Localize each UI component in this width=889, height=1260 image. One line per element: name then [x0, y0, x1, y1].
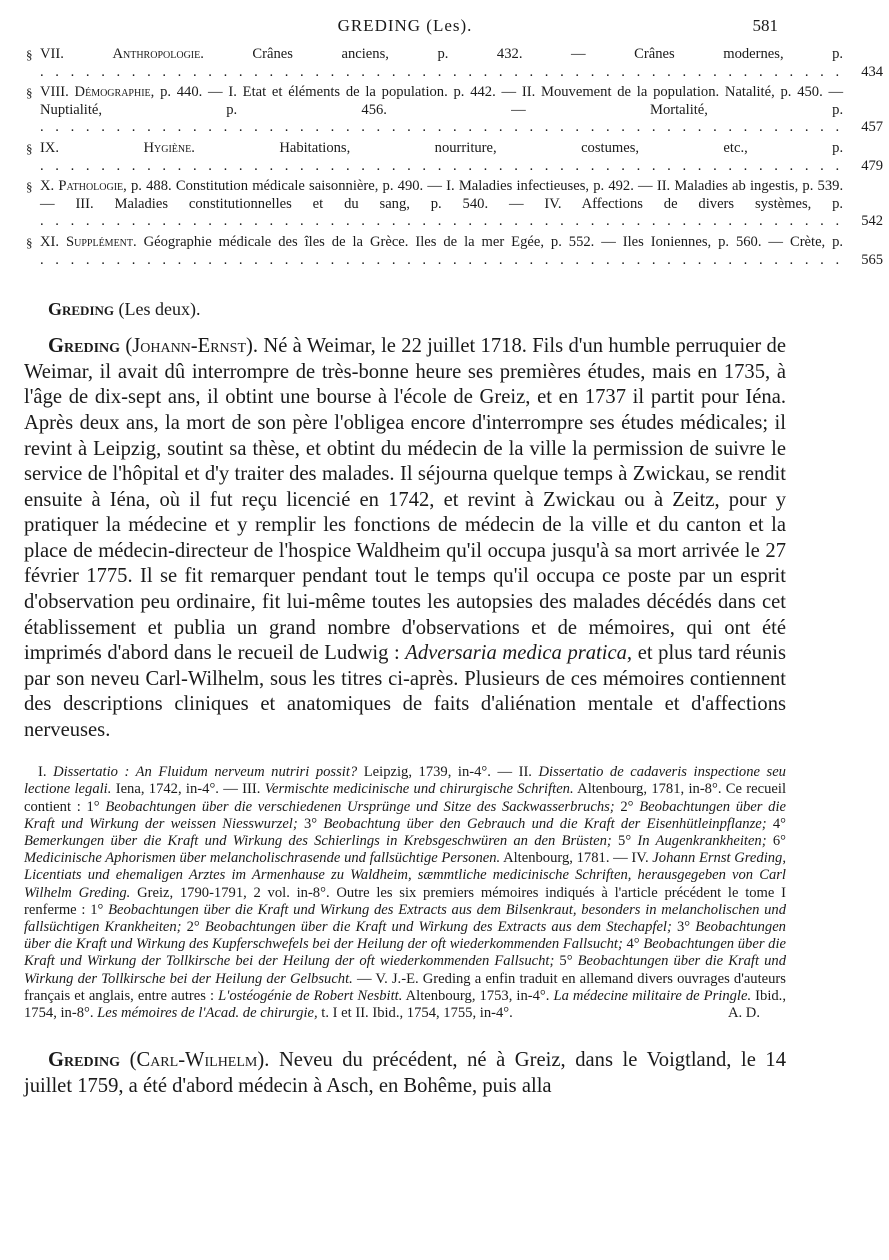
bibliography-title: Dissertatio de cadaveris inspectione seu lectione legali.: [24, 764, 786, 798]
toc-page-number: 479: [861, 157, 884, 174]
table-of-contents: [24, 46, 884, 269]
bibliography-title: Beobachtungen über die Kraft und Wirkung der Tollkirsche bei der Heilung der Gelbsucht.: [24, 953, 786, 987]
toc-text: [40, 46, 843, 81]
bibliography-title: L'ostéogénie de Robert Nesbitt.: [218, 987, 403, 1004]
bibliography-note: Altenbourg, 1781. — IV.: [500, 850, 653, 867]
toc-description: Crânes anciens, p. 432. — Crânes modernes, p.: [252, 46, 844, 62]
toc-description: p. 488. Constitution médicale saisonnière, p. 490. — I. Maladies infectieuses, p. 492. — II. Maladies ab ingestis, p. 539. — III. Maladies constitutionnelles et du sang, p. 540. — IV. Affections de divers systèmes, p.: [40, 178, 844, 212]
bibliography-note: 5°: [554, 953, 578, 970]
bibliography-note: Altenbourg, 1753, in-4°.: [402, 987, 554, 1004]
bibliography-title: In Augenkrankheiten;: [637, 833, 767, 850]
bibliography-note: Iena, 1742, in-4°. — III.: [111, 781, 265, 798]
bibliography-note: — V. J.-E. Greding a enfin traduit en allemand divers ouvrages d'auteurs français et anglais, entre autres :: [24, 970, 786, 1004]
toc-description: p. 440. — I. Etat et éléments de la population. p. 442. — II. Mouvement de la population. Natalité, p. 450. — Nuptialité, p. 456. — Mortalité, p.: [40, 84, 844, 118]
bibliography-note: 4°: [622, 936, 644, 953]
bibliography-title: Dissertatio : An Fluidum nerveum nutriri possit?: [53, 764, 358, 781]
toc-page-number: 434: [861, 63, 884, 80]
toc-text: [40, 140, 843, 175]
bibliography-title: Beobachtungen über die Kraft und Wirkung der weissen Niesswurzel;: [24, 798, 786, 832]
bibliography-note: 5°: [611, 833, 638, 850]
bibliography-title: La médecine militaire de Pringle.: [553, 987, 752, 1004]
bibliography-note: t. I et II. Ibid., 1754, 1755, in-4°.: [317, 1005, 513, 1022]
bibliography-note: 6°: [766, 833, 786, 850]
bibliography-title: Bemerkungen über die Kraft und Wirkung des Schierlings in Krebsgeschwüren an den Brüsten;: [24, 833, 612, 850]
toc-number: VIII.: [40, 84, 69, 101]
leader-dots: . . . . . . . . . . . . . . . . . . . . . . . . . . . . . . . . . . . . . . . . . . . . . . . . . . . . .: [40, 119, 844, 136]
toc-section-name: Supplément.: [66, 233, 137, 250]
toc-text: [40, 84, 843, 137]
toc-page-number: 542: [861, 213, 884, 230]
bibliography-title: Vermischte medicinische und chirurgische Schriften.: [264, 781, 574, 798]
bibliography-title: Beobachtungen über die Kraft und Wirkung des Kupferschwefels bei der Heilung der oft wiederkommenden Fallsucht;: [24, 919, 786, 953]
section-symbol: §: [26, 85, 33, 101]
group-title: [24, 299, 786, 320]
toc-section-name: Anthropologie.: [112, 46, 204, 62]
bibliography-note: 4°: [766, 815, 786, 832]
author-signature: A. D.: [727, 1005, 760, 1022]
toc-number: XI.: [40, 233, 60, 250]
bibliography-note: Altenbourg, 1781, in-8°. Ce recueil contient : 1°: [24, 781, 787, 815]
toc-entry: [24, 84, 884, 137]
group-title-name: Greding: [48, 299, 115, 320]
bibliography-note: Ibid., 1754, in-8°.: [24, 987, 786, 1022]
bibliography-title: Les mémoires de l'Acad. de chirurgie,: [97, 1005, 318, 1022]
section-symbol: §: [26, 140, 33, 156]
bibliography-note: 3°: [297, 815, 324, 832]
toc-entry: [24, 178, 884, 231]
leader-dots: . . . . . . . . . . . . . . . . . . . . . . . . . . . . . . . . . . . . . . . . . . . . . . . . . . . . .: [40, 213, 844, 230]
toc-text: [40, 178, 843, 231]
article-italic-title: Adversaria medica pratica,: [405, 642, 633, 665]
article-forename: (Carl-Wilhelm).: [129, 1049, 270, 1072]
toc-entry: [24, 46, 884, 81]
page-header: [24, 16, 786, 42]
bibliography-note: 2°: [614, 798, 640, 815]
article-body: Neveu du précédent, né à Greiz, dans le Voigtland, le 14 juillet 1759, a été d'abord médecin à Asch, en Bohême, puis alla: [24, 1049, 786, 1097]
toc-section-name: Hygiène.: [143, 139, 195, 156]
leader-dots: . . . . . . . . . . . . . . . . . . . . . . . . . . . . . . . . . . . . . . . . . . . . . . . . . . . . .: [40, 63, 844, 80]
toc-number: X.: [40, 178, 55, 195]
bibliography-title: Beobachtungen über die verschiedenen Ursprünge und Sitze des Sackwasserbruchs;: [105, 798, 615, 815]
bibliography-note: 3°: [671, 919, 696, 936]
bibliography-title: Johann Ernst Greding, Licentiats und ehemaligen Arztes im Armenhause zu Waldheim, sæmmtliche medicinische Schriften, herausgegeben von Carl Wilhelm Greding.: [24, 850, 787, 901]
toc-number: IX.: [40, 139, 60, 156]
article-johann-ernst: [24, 334, 786, 744]
toc-description: Géographie médicale des îles de la Grèce. Iles de la mer Egée, p. 552. — Iles Ioniennes, p. 560. — Crète, p.: [143, 233, 844, 250]
bibliography-text: [24, 764, 786, 1021]
toc-section-name: Pathologie,: [58, 178, 127, 195]
leader-dots: . . . . . . . . . . . . . . . . . . . . . . . . . . . . . . . . . . . . . . . . . . . . . . . . . . . . .: [40, 157, 844, 174]
group-title-rest: (Les deux).: [118, 299, 201, 320]
toc-description: Habitations, nourriture, costumes, etc., p.: [279, 139, 844, 156]
leader-dots: . . . . . . . . . . . . . . . . . . . . . . . . . . . . . . . . . . . . . . . . . . . . . . . . . . . . .: [40, 251, 844, 268]
toc-section-name: Démographie,: [74, 84, 155, 101]
toc-entry: [24, 233, 884, 269]
running-head: GREDING (Les).: [337, 16, 473, 35]
page-number: 581: [752, 16, 778, 35]
bibliography: [24, 764, 786, 1022]
article-name: Greding: [48, 335, 121, 358]
toc-number: VII.: [40, 46, 64, 62]
bibliography-note: I.: [38, 764, 54, 781]
page: [24, 16, 884, 1120]
article-carl-wilhelm: [24, 1048, 786, 1099]
toc-text: [40, 234, 843, 269]
toc-entry: [24, 139, 884, 175]
bibliography-note: Greiz, 1790-1791, 2 vol. in-8°. Outre les six premiers mémoires indiqués à l'article précédent le tome I renferme : 1°: [24, 884, 786, 918]
bibliography-title: Beobachtungen über die Kraft und Wirkung des Extracts aus dem Stechapfel;: [204, 919, 672, 936]
section-symbol: §: [26, 234, 33, 250]
bibliography-title: Beobachtungen über die Kraft und Wirkung des Extracts aus dem Bilsenkraut, besonders in melancholischen und fallsüchtigen Krankheiten;: [24, 901, 786, 936]
bibliography-note: Leipzig, 1739, in-4°. — II.: [357, 764, 539, 781]
toc-page-number: 565: [861, 251, 884, 268]
section-symbol: §: [26, 179, 33, 195]
bibliography-title: Medicinische Aphorismen über melancholischrasende und fallsüchtige Personen.: [24, 850, 501, 867]
article-body: Né à Weimar, le 22 juillet 1718. Fils d'un humble perruquier de Weimar, il avait dû interrompre de très-bonne heure ses premières études, mais en 1735, à l'âge de dix-sept ans, il obtint une bourse à l'école de Greiz, et en 1737 il partit pour Iéna. Après deux ans, la mort de son père l'obligea encore d'interrompre ses études médicales; il revint à Leipzig, soutint sa thèse, et obtint du médecin de la ville la permission de suivre le service de l'hôpital et d'y traiter des malades. Il séjourna quelque temps à Zwickau, se rendit ensuite à Iéna, où il fut reçu licencié en 1742, et revint à Zwickau ou à Zeitz, pour y pratiquer la médecine et y remplir les fonctions de médecin de la ville et du canton et la place de médecin-directeur de l'hospice Waldheim qu'il occupa jusqu'à sa mort arrivée le 27 février 1775. Il se fit remarquer pendant tout le temps qu'il occupa ce poste par un esprit d'observation peu ordinaire, fit lui-même toutes les autopsies des malades décédés dans cet établissement et publia un grand nombre d'observations et de mémoires, qui ont été imprimés d'abord dans le recueil de Ludwig :: [24, 335, 786, 665]
section-symbol: §: [26, 47, 33, 62]
article-forename: (Johann-Ernst).: [125, 335, 259, 358]
bibliography-title: Beobachtung über den Gebrauch und die Kraft der Eisenhütleinpflanze;: [323, 815, 767, 832]
bibliography-note: 2°: [181, 919, 205, 936]
article-body-end: et plus tard réunis par son neveu Carl-Wilhelm, sous les titres ci-après. Plusieurs de ces mémoires contiennent des descriptions cliniques et anatomiques de faits d'aliénation mentale et d'affections nerveuses.: [24, 642, 786, 742]
bibliography-title: Beobachtungen über die Kraft und Wirkung der Tollkirsche bei der Heilung der oft wiederkommenden Fallsucht;: [24, 936, 786, 970]
article-name: Greding: [48, 1049, 121, 1072]
toc-page-number: 457: [861, 119, 884, 136]
